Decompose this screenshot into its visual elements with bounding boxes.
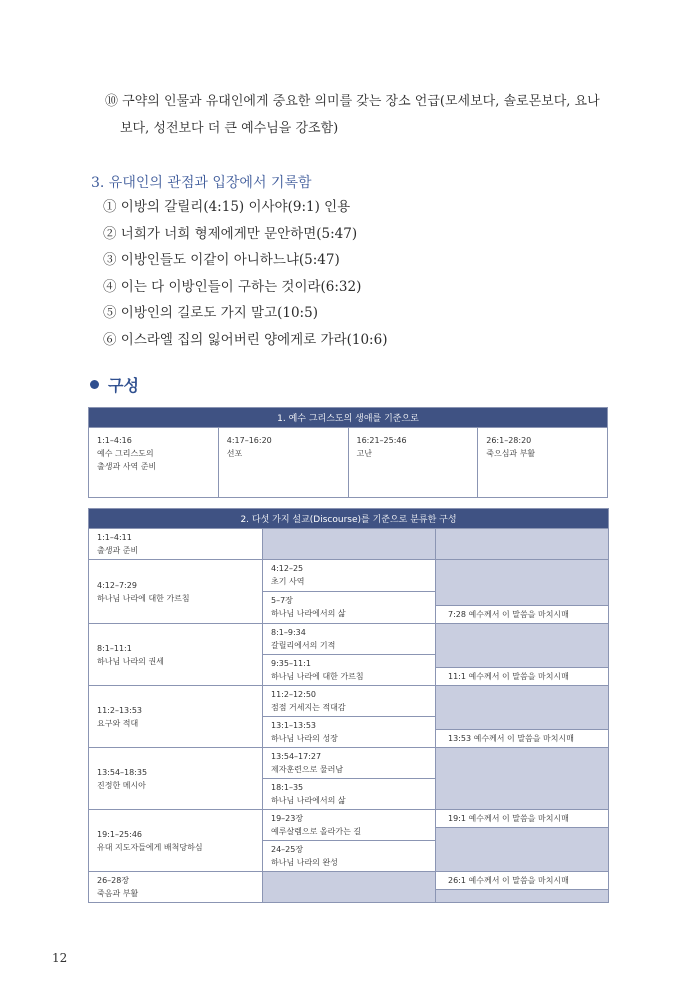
cell-range: 24–25장 xyxy=(271,845,304,854)
cell-desc: 예수 그리스도의 xyxy=(97,449,154,458)
structure-heading-text: 구성 xyxy=(108,376,139,395)
cell-range: 19–23장 xyxy=(271,814,304,823)
list-item: ⑤ 이방인의 길로도 가지 말고(10:5) xyxy=(103,305,318,321)
cell-desc: 초기 사역 xyxy=(271,577,305,586)
list-item: ③ 이방인들도 이같이 아니하느냐(5:47) xyxy=(103,252,340,268)
table-sub-cell xyxy=(263,717,436,748)
cell-range: 8:1–9:34 xyxy=(271,628,306,637)
table-cell xyxy=(218,428,348,498)
bullet-icon xyxy=(90,380,99,389)
cell-desc: 하나님 나라에서의 삶 xyxy=(271,796,346,805)
discourse-table-header: 2. 다섯 가지 설교(Discourse)를 기준으로 분류한 구성 xyxy=(89,509,609,529)
note-cell xyxy=(436,872,609,903)
life-table-header: 1. 예수 그리스도의 생애를 기준으로 xyxy=(89,408,608,428)
page-number: 12 xyxy=(52,951,68,965)
cell-range: 4:12–7:29 xyxy=(97,580,137,590)
cell-range: 4:17–16:20 xyxy=(226,436,272,445)
table-cell xyxy=(89,428,219,498)
cell-range: 1:1–4:16 xyxy=(97,436,132,445)
table-row-left xyxy=(89,529,263,560)
list-item: ① 이방의 갈릴리(4:15) 이사야(9:1) 인용 xyxy=(103,199,351,215)
cell-range: 26–28장 xyxy=(97,876,130,885)
table-cell xyxy=(348,428,478,498)
empty-cell xyxy=(436,748,609,810)
cell-range: 9:35–11:1 xyxy=(271,659,311,668)
cell-range: 13:54–18:35 xyxy=(97,767,148,777)
table-sub-cell xyxy=(263,655,436,686)
section3-list xyxy=(103,194,387,353)
cell-desc: 고난 xyxy=(356,449,372,458)
cell-desc: 예루살렘으로 올라가는 길 xyxy=(271,827,362,836)
cell-desc: 하나님 나라에 대한 가르침 xyxy=(97,593,190,603)
note-cell xyxy=(436,686,609,748)
note-cell xyxy=(436,560,609,624)
life-table xyxy=(88,407,608,498)
cell-desc: 출생과 사역 준비 xyxy=(97,462,157,471)
intro-item-line2: 보다, 성전보다 더 큰 예수님을 강조함) xyxy=(120,121,339,136)
table-row-left xyxy=(89,686,263,748)
cell-desc: 제자훈련으로 물러남 xyxy=(271,765,344,774)
cell-range: 26:1–28:20 xyxy=(486,436,532,445)
note-cell xyxy=(436,810,609,872)
cell-range: 13:1–13:53 xyxy=(271,721,317,730)
list-item: ④ 이는 다 이방인들이 구하는 것이라(6:32) xyxy=(103,278,362,295)
note-text: 19:1 예수께서 이 말씀을 마치시매 xyxy=(436,810,608,828)
table-sub-cell xyxy=(263,748,436,779)
table-cell xyxy=(478,428,608,498)
cell-desc: 하나님 나라의 권세 xyxy=(97,656,164,666)
cell-desc: 하나님 나라의 성장 xyxy=(271,734,338,743)
intro-item xyxy=(105,88,625,142)
discourse-table xyxy=(88,508,609,903)
table-row-left xyxy=(89,748,263,810)
table-sub-cell xyxy=(263,592,436,624)
table-row-left xyxy=(89,810,263,872)
cell-desc: 선포 xyxy=(226,449,243,458)
cell-range: 5–7장 xyxy=(271,596,293,605)
cell-range: 1:1–4:11 xyxy=(97,533,132,542)
cell-range: 16:21–25:46 xyxy=(356,436,407,445)
note-cell xyxy=(436,624,609,686)
cell-desc: 하나님 나라에 대한 가르침 xyxy=(271,672,364,681)
cell-desc: 유대 지도자들에게 배척당하심 xyxy=(97,842,203,852)
empty-cell xyxy=(263,529,436,560)
cell-desc: 죽으심과 부활 xyxy=(486,449,536,458)
cell-desc: 점점 거세지는 적대감 xyxy=(271,703,346,712)
cell-desc: 요구와 적대 xyxy=(97,718,139,728)
cell-range: 8:1–11:1 xyxy=(97,643,132,653)
cell-range: 4:12–25 xyxy=(271,564,304,573)
note-text: 11:1 예수께서 이 말씀을 마치시매 xyxy=(436,667,608,685)
cell-desc: 출생과 준비 xyxy=(97,546,139,555)
list-item: ⑥ 이스라엘 집의 잃어버린 양에게로 가라(10:6) xyxy=(103,331,388,348)
table-sub-cell xyxy=(263,560,436,592)
note-text: 13:53 예수께서 이 말씀을 마치시매 xyxy=(436,729,608,747)
intro-item-line1: ⑩ 구약의 인물과 유대인에게 중요한 의미를 갖는 장소 언급(모세보다, 솔로몬보다, 요나 xyxy=(105,94,600,109)
cell-desc: 하나님 나라에서의 삶 xyxy=(271,609,346,618)
table-sub-cell xyxy=(263,810,436,841)
cell-range: 11:2–12:50 xyxy=(271,690,317,699)
table-row-left xyxy=(89,560,263,624)
cell-desc: 죽음과 부활 xyxy=(97,889,139,898)
cell-desc: 진정한 메시아 xyxy=(97,780,146,790)
cell-desc: 갈릴리에서의 기적 xyxy=(271,641,336,650)
cell-range: 19:1–25:46 xyxy=(97,829,143,839)
list-item: ② 너희가 너희 형제에게만 문안하면(5:47) xyxy=(103,225,358,242)
table-sub-cell xyxy=(263,624,436,655)
table-row-left xyxy=(89,624,263,686)
cell-range: 13:54–17:27 xyxy=(271,752,322,761)
table-row-left xyxy=(89,872,263,903)
cell-range: 18:1–35 xyxy=(271,783,304,792)
cell-range: 11:2–13:53 xyxy=(97,705,143,715)
table-sub-cell xyxy=(263,841,436,872)
empty-cell xyxy=(436,529,609,560)
note-text: 26:1 예수께서 이 말씀을 마치시매 xyxy=(436,872,608,890)
cell-desc: 하나님 나라의 완성 xyxy=(271,858,338,867)
table-sub-cell xyxy=(263,779,436,810)
table-sub-cell xyxy=(263,686,436,717)
note-text: 7:28 예수께서 이 말씀을 마치시매 xyxy=(436,605,608,623)
section3-title: 3. 유대인의 관점과 입장에서 기록함 xyxy=(91,175,312,191)
structure-heading xyxy=(90,373,139,396)
empty-cell xyxy=(263,872,436,903)
